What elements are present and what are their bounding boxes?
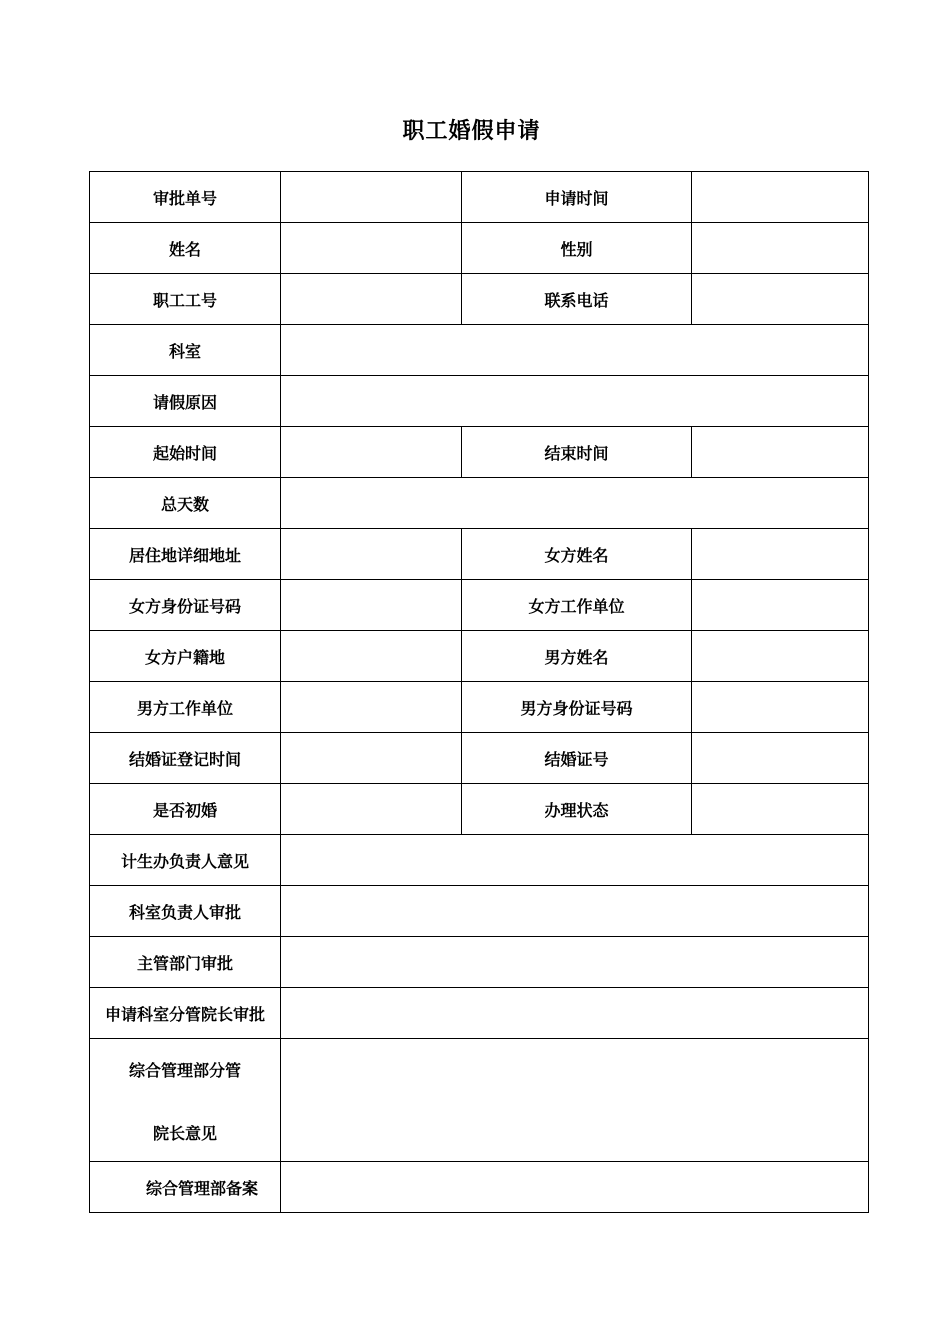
form-title: 职工婚假申请: [402, 119, 541, 144]
groom-name-field[interactable]: [692, 631, 869, 682]
marriage-reg-time-label: 结婚证登记时间: [90, 733, 281, 784]
admin-vp-opinion-label-line2: 院长意见: [152, 1124, 217, 1143]
processing-status-field[interactable]: [692, 784, 869, 835]
start-time-label: 起始时间: [90, 427, 281, 478]
family-planning-opinion-field[interactable]: [281, 835, 869, 886]
dept-head-approval-field[interactable]: [281, 886, 869, 937]
first-marriage-label: 是否初婚: [90, 784, 281, 835]
form-row: [90, 172, 869, 223]
address-field[interactable]: [281, 529, 462, 580]
form-row: [90, 682, 869, 733]
vice-president-approval-label: 申请科室分管院长审批: [90, 988, 281, 1039]
groom-id-label: 男方身份证号码: [462, 682, 692, 733]
groom-employer-label: 男方工作单位: [90, 682, 281, 733]
admin-filing-label: [90, 1162, 281, 1213]
first-marriage-field[interactable]: [281, 784, 462, 835]
bride-id-field[interactable]: [281, 580, 462, 631]
groom-name-label: 男方姓名: [462, 631, 692, 682]
phone-field[interactable]: [692, 274, 869, 325]
marriage-cert-number-label: 结婚证号: [462, 733, 692, 784]
form-row: [90, 733, 869, 784]
form-row: [90, 1162, 869, 1213]
family-planning-opinion-label: 计生办负责人意见: [90, 835, 281, 886]
form-row: [90, 886, 869, 937]
marriage-reg-time-field[interactable]: [281, 733, 462, 784]
bride-id-label: 女方身份证号码: [90, 580, 281, 631]
employee-id-label: 职工工号: [90, 274, 281, 325]
admin-vp-opinion-field[interactable]: [281, 1039, 869, 1162]
admin-vp-opinion-label-line1: 综合管理部分管: [128, 1061, 241, 1080]
dept-head-approval-label: 科室负责人审批: [90, 886, 281, 937]
supervising-dept-approval-label: 主管部门审批: [90, 937, 281, 988]
groom-id-field[interactable]: [692, 682, 869, 733]
department-field[interactable]: [281, 325, 869, 376]
processing-status-label: 办理状态: [462, 784, 692, 835]
total-days-field[interactable]: [281, 478, 869, 529]
phone-label: 联系电话: [462, 274, 692, 325]
end-time-label: 结束时间: [462, 427, 692, 478]
bride-employer-label: 女方工作单位: [462, 580, 692, 631]
form-row: [90, 274, 869, 325]
admin-filing-field[interactable]: [281, 1162, 869, 1213]
admin-filing-label-text: 综合管理部备案: [145, 1178, 258, 1198]
form-row: [90, 631, 869, 682]
supervising-dept-approval-field[interactable]: [281, 937, 869, 988]
admin-vp-opinion-label: [90, 1039, 281, 1162]
bride-hukou-field[interactable]: [281, 631, 462, 682]
form-row: [90, 835, 869, 886]
name-label: 姓名: [90, 223, 281, 274]
bride-name-label: 女方姓名: [462, 529, 692, 580]
marriage-cert-number-field[interactable]: [692, 733, 869, 784]
form-row: [90, 988, 869, 1039]
form-row: [90, 427, 869, 478]
leave-reason-field[interactable]: [281, 376, 869, 427]
form-row: [90, 376, 869, 427]
vice-president-approval-field[interactable]: [281, 988, 869, 1039]
bride-employer-field[interactable]: [692, 580, 869, 631]
form-row: [90, 580, 869, 631]
form-row: [90, 1039, 869, 1162]
form-row: [90, 937, 869, 988]
application-time-label: 申请时间: [462, 172, 692, 223]
form-row: [90, 529, 869, 580]
form-row: [90, 478, 869, 529]
approval-number-field[interactable]: [281, 172, 462, 223]
form-row: [90, 325, 869, 376]
gender-field[interactable]: [692, 223, 869, 274]
employee-id-field[interactable]: [281, 274, 462, 325]
application-time-field[interactable]: [692, 172, 869, 223]
form-row: [90, 784, 869, 835]
marriage-leave-form: [89, 171, 869, 1213]
groom-employer-field[interactable]: [281, 682, 462, 733]
leave-reason-label: 请假原因: [90, 376, 281, 427]
total-days-label: 总天数: [90, 478, 281, 529]
bride-name-field[interactable]: [692, 529, 869, 580]
bride-hukou-label: 女方户籍地: [90, 631, 281, 682]
approval-number-label: 审批单号: [90, 172, 281, 223]
address-label: 居住地详细地址: [90, 529, 281, 580]
name-field[interactable]: [281, 223, 462, 274]
department-label: 科室: [90, 325, 281, 376]
end-time-field[interactable]: [692, 427, 869, 478]
start-time-field[interactable]: [281, 427, 462, 478]
gender-label: 性别: [462, 223, 692, 274]
form-row: [90, 223, 869, 274]
